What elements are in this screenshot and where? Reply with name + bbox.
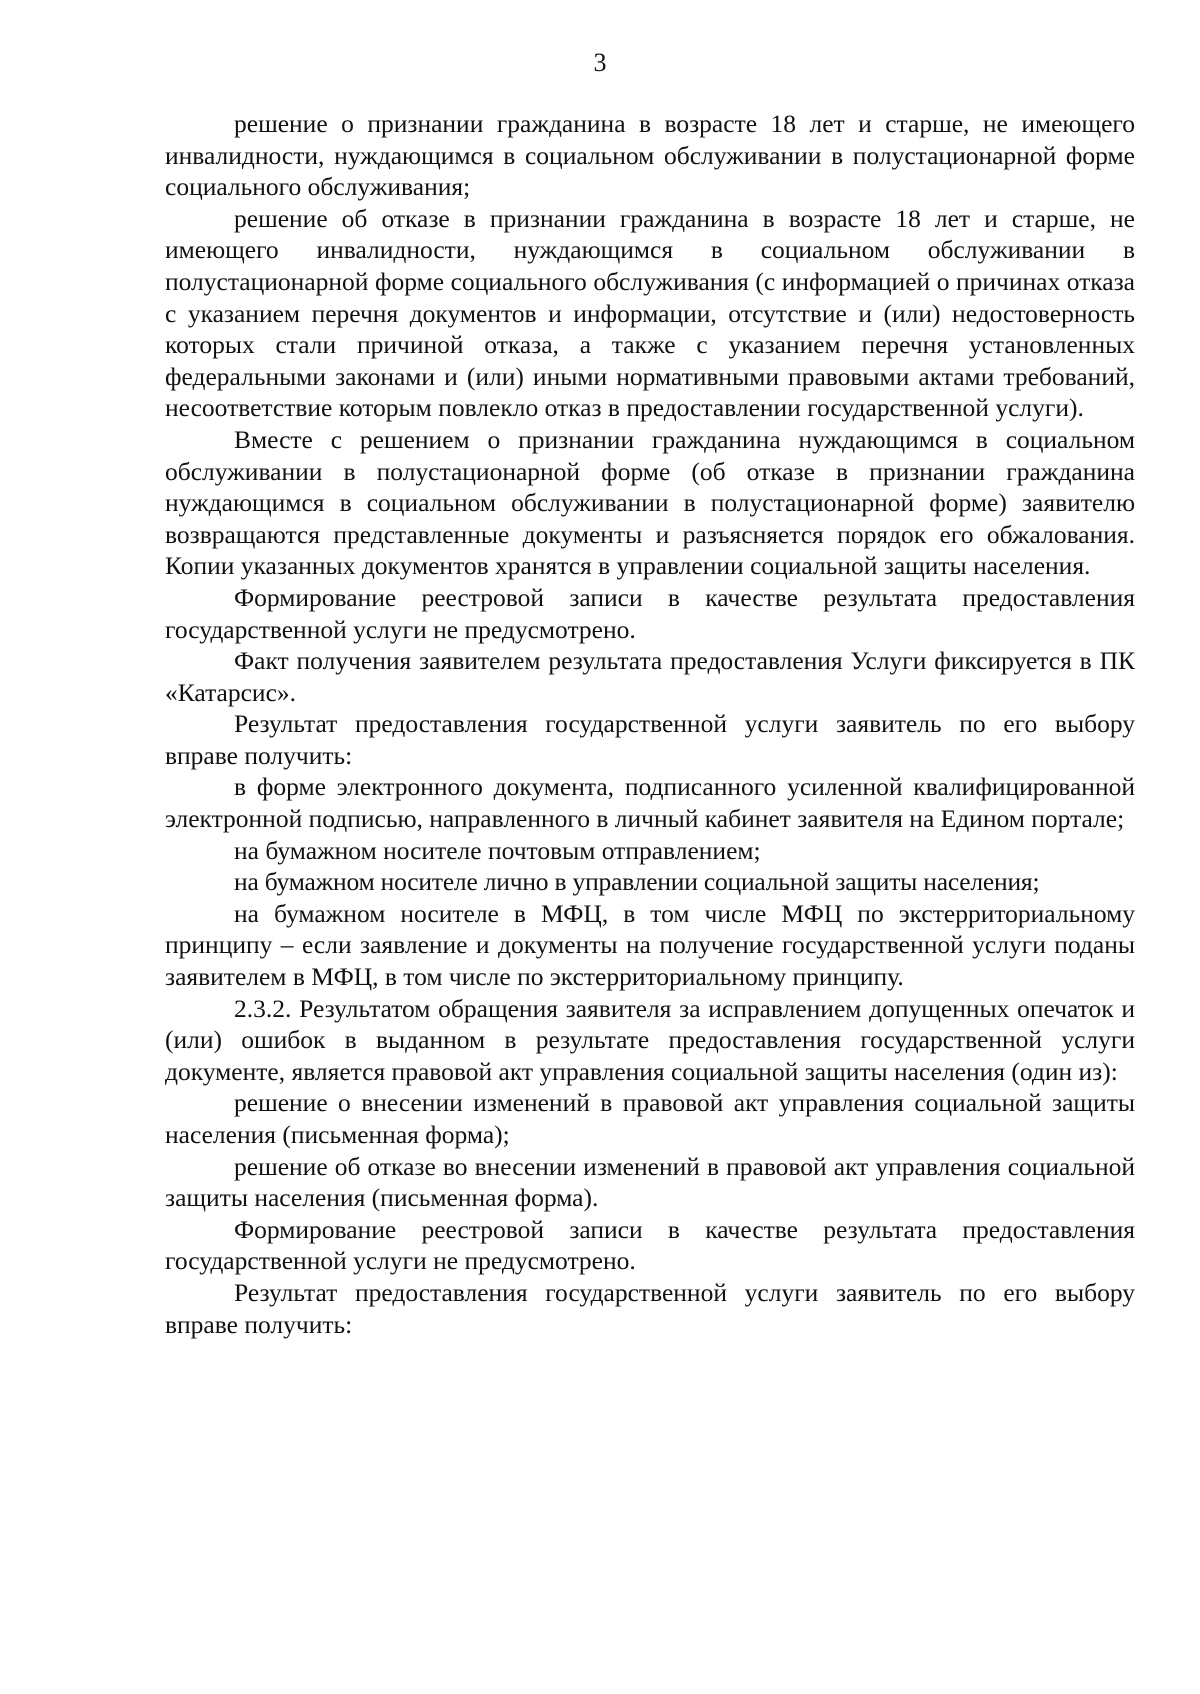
paragraph: решение о признании гражданина в возрасте 18 лет и старше, не имеющего инвалидности, нуждающимся в социальном обслуживании в полустационарной форме социального обслуживания; [165, 109, 1135, 202]
page-number: 3 [593, 48, 607, 77]
paragraph: Результат предоставления государственной услуги заявитель по его выбору вправе получить: [165, 1277, 1135, 1339]
paragraph: решение об отказе в признании гражданина в возрасте 18 лет и старше, не имеющего инвалидности, нуждающимся в социальном обслуживании в полустационарной форме социального обслуживания (с информацией о причинах отказа с указанием перечня документов и информации, отсутствие и (или) недостоверность которых стали причиной отказа, а также с указанием перечня установленных федеральными законами и (или) иными нормативными правовыми актами требований, несоответствие которым повлекло отказ в предоставлении государственной услуги). [165, 203, 1135, 423]
paragraph: Факт получения заявителем результата предоставления Услуги фиксируется в ПК «Катарсис». [165, 646, 1135, 707]
paragraph: решение об отказе во внесении изменений в правовой акт управления социальной защиты населения (письменная форма). [165, 1151, 1135, 1213]
document-body [165, 108, 1135, 1340]
paragraph: Результат предоставления государственной услуги заявитель по его выбору вправе получить: [165, 709, 1135, 770]
paragraph: Формирование реестровой записи в качестве результата предоставления государственной услуги не предусмотрено. [165, 1214, 1135, 1276]
paragraph: на бумажном носителе лично в управлении социальной защиты населения; [234, 867, 1040, 897]
paragraph: Формирование реестровой записи в качестве результата предоставления государственной услуги не предусмотрено. [165, 582, 1135, 644]
paragraph: в форме электронного документа, подписанного усиленной квалифицированной электронной подписью, направленного в личный кабинет заявителя на Едином портале; [165, 772, 1135, 834]
paragraph: 2.3.2. Результатом обращения заявителя за исправлением допущенных опечаток и (или) ошибок в выданном в результате предоставления государственной услуги документе, является правовой акт управления социальной защиты населения (один из): [165, 993, 1135, 1086]
paragraph: на бумажном носителе в МФЦ, в том числе МФЦ по экстерриториальному принципу – если заявление и документы на получение государственной услуги поданы заявителем в МФЦ, в том числе по экстерриториальному принципу. [165, 898, 1135, 992]
paragraph: решение о внесении изменений в правовой акт управления социальной защиты населения (письменная форма); [165, 1088, 1135, 1149]
paragraph: Вместе с решением о признании гражданина нуждающимся в социальном обслуживании в полустационарной форме (об отказе в признании гражданина нуждающимся в социальном обслуживании в полустационарной форме) заявителю возвращаются представленные документы и разъясняется порядок его обжалования. Копии указанных документов хранятся в управлении социальной защиты населения. [165, 424, 1135, 581]
paragraph: на бумажном носителе почтовым отправлением; [234, 835, 761, 865]
